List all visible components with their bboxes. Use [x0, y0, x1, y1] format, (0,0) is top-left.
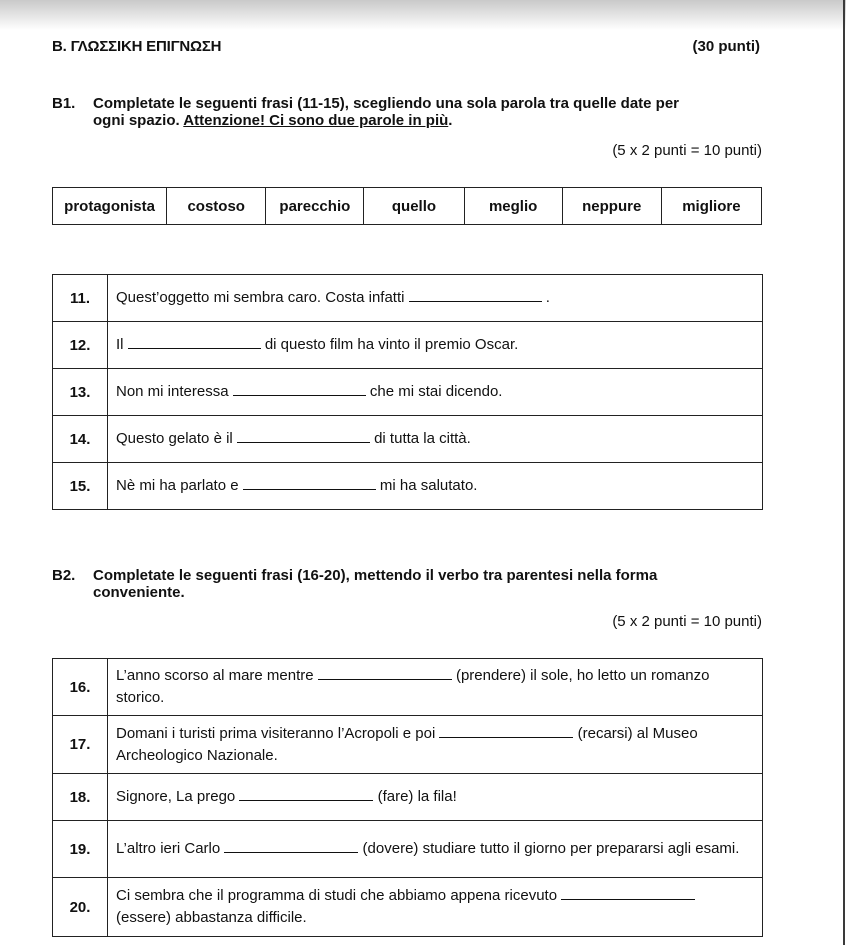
question-text — [108, 716, 763, 774]
b1-questions-table — [52, 274, 763, 510]
question-text-after: (recarsi) al Museo Archeologico Nazionale. — [116, 724, 698, 764]
question-text-after: di questo film ha vinto il premio Oscar. — [260, 336, 519, 353]
question-text — [108, 774, 763, 821]
question-text — [108, 416, 763, 463]
question-number: 11. — [53, 275, 108, 322]
question-text-after: (dovere) studiare tutto il giorno per prepararsi agli esami. — [358, 840, 740, 857]
question-text-before: Domani i turisti prima visiteranno l’Acropoli e poi — [116, 724, 440, 742]
question-row — [53, 659, 763, 716]
page-edge — [843, 0, 845, 945]
question-text-before: Il — [116, 336, 128, 353]
answer-blank[interactable] — [233, 383, 366, 396]
question-text-before: Signore, La prego — [116, 788, 240, 805]
answer-blank[interactable] — [409, 289, 542, 302]
question-row — [53, 369, 763, 416]
question-number: 16. — [53, 659, 108, 716]
question-row — [53, 716, 763, 774]
question-number: 13. — [53, 369, 108, 416]
b1-points: (5 x 2 punti = 10 punti) — [612, 142, 762, 159]
b2-instruction-line2: conveniente. — [93, 584, 185, 601]
question-row — [53, 878, 763, 937]
answer-blank[interactable] — [439, 725, 573, 738]
b2-label: B2. — [52, 567, 76, 584]
question-row — [53, 774, 763, 821]
b1-instruction — [52, 95, 762, 129]
b1-attention-note: Attenzione! Ci sono due parole in più — [183, 112, 449, 129]
question-text — [108, 322, 763, 369]
question-number: 14. — [53, 416, 108, 463]
answer-blank[interactable] — [561, 887, 695, 900]
question-text-after: che mi stai dicendo. — [365, 383, 503, 400]
word-bank-item: migliore — [661, 188, 761, 225]
section-title: Β. ΓΛΩΣΣΙΚΗ ΕΠΙΓΝΩΣΗ — [52, 38, 222, 55]
word-bank-table — [52, 187, 762, 225]
question-text-before: Quest’oggetto mi sembra caro. Costa infatti — [116, 289, 409, 306]
question-row — [53, 821, 763, 878]
question-number: 19. — [53, 821, 108, 878]
question-text-before: Questo gelato è il — [116, 430, 237, 447]
answer-blank[interactable] — [318, 667, 452, 680]
question-row — [53, 275, 763, 322]
word-bank-item: quello — [364, 188, 464, 225]
b1-label: B1. — [52, 95, 76, 112]
section-points: (30 punti) — [692, 38, 760, 55]
word-bank-item: costoso — [167, 188, 266, 225]
question-text-after: (fare) la fila! — [373, 788, 457, 805]
question-number: 17. — [53, 716, 108, 774]
question-text — [108, 821, 763, 878]
question-text — [108, 463, 763, 510]
word-bank-item: neppure — [562, 188, 661, 225]
answer-blank[interactable] — [239, 788, 373, 801]
question-row — [53, 463, 763, 510]
question-row — [53, 322, 763, 369]
b1-instruction-line1: Completate le seguenti frasi (11-15), scegliendo una sola parola tra quelle date per — [93, 95, 680, 112]
question-text — [108, 878, 763, 937]
word-bank-item: meglio — [464, 188, 562, 225]
answer-blank[interactable] — [128, 336, 261, 349]
question-text-before: Nè mi ha parlato e — [116, 477, 243, 494]
question-text-after: . — [541, 289, 550, 306]
b2-points: (5 x 2 punti = 10 punti) — [612, 613, 762, 630]
question-text-after: (essere) abbastanza difficile. — [116, 909, 307, 926]
question-text-before: L’altro ieri Carlo — [116, 840, 225, 857]
question-text — [108, 659, 763, 716]
question-text-before: Non mi interessa — [116, 383, 233, 400]
b2-instruction-line1: Completate le seguenti frasi (16-20), mettendo il verbo tra parentesi nella forma — [93, 567, 658, 584]
question-number: 18. — [53, 774, 108, 821]
answer-blank[interactable] — [224, 840, 358, 853]
question-row — [53, 416, 763, 463]
answer-blank[interactable] — [243, 477, 376, 490]
question-text-after: (prendere) il sole, ho letto un romanzo storico. — [116, 667, 710, 706]
b1-instruction-end: . — [448, 112, 453, 129]
b2-instruction — [52, 567, 762, 601]
question-text-after: mi ha salutato. — [375, 477, 478, 494]
question-number: 20. — [53, 878, 108, 937]
answer-blank[interactable] — [237, 430, 370, 443]
page-top-shadow — [0, 0, 846, 30]
question-number: 15. — [53, 463, 108, 510]
b2-questions-table — [52, 658, 763, 937]
b1-instruction-plain: ogni spazio. — [93, 112, 184, 129]
question-number: 12. — [53, 322, 108, 369]
question-text-after: di tutta la città. — [369, 430, 471, 447]
word-bank-item: parecchio — [266, 188, 364, 225]
question-text — [108, 275, 763, 322]
b1-instruction-line2 — [93, 112, 762, 129]
word-bank-item: protagonista — [53, 188, 167, 225]
question-text-before: Ci sembra che il programma di studi che abbiamo appena ricevuto — [116, 887, 562, 904]
question-text — [108, 369, 763, 416]
question-text-before: L’anno scorso al mare mentre — [116, 667, 318, 684]
